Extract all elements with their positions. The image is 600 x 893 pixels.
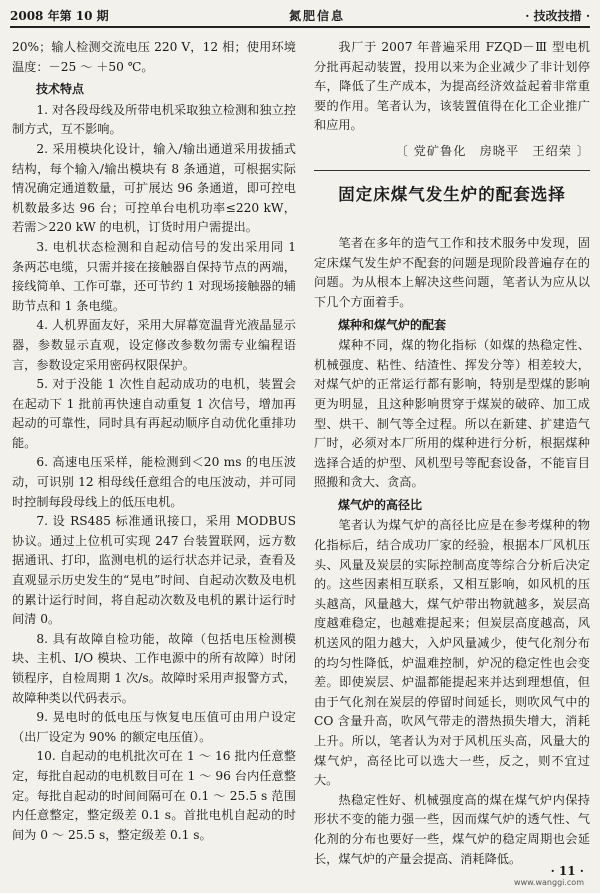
- conclusion-paragraph: 我厂于 2007 年普遍采用 FZQD－Ⅲ 型电机分批再起动装置，投用以来为企业减少了非计划停车，降低了生产成本，为提高经济效益起着非常重要的作用。笔者认为，该装置值得在化工企业推广和应用。: [314, 40, 590, 133]
- section-label: · 技改技措 ·: [525, 8, 590, 23]
- author-line: 〔 党矿鲁化 房晓平 王绍荣 〕: [395, 143, 590, 158]
- feature-point: 1. 对各段母线及所带电机采取独立检测和独立控制方式，互不影响。: [12, 102, 296, 137]
- issue-label: 2008 年第 10 期: [10, 8, 109, 23]
- feature-point: 7. 设 RS485 标准通讯接口，采用 MODBUS 协议。通过上位机可实现 247 台装置联网，远方数据通讯、打印，监测电机的运行状态并记录，查看及直观显示历史发生的“晃电”时间、自起动次数及电机的累计运行时间，将自起动次数及电机的累计运行时间清 0。: [12, 514, 296, 627]
- feature-point: 5. 对于没能 1 次性自起动成功的电机，装置会在起动下 1 批前再快速自动重复 1 次信号，增加再起动的可靠性，同时具有再起动顺序自动优化重排功能。: [12, 377, 296, 450]
- journal-name: 氮肥信息: [288, 8, 345, 23]
- feature-point: 2. 采用模块化设计，输入/输出通道采用拔插式结构，每个输入/输出模块有 8 条通道，可根据实际情况确定通道数量，可扩展达 96 条通道，即可控电机数最多达 96 台；可控单台电机功率≤220 kW，若需＞220 kW 的电机，订货时用户需提出。: [12, 141, 296, 235]
- section-heading-coal: 煤种和煤气炉的配套: [338, 317, 447, 332]
- page-number: · 11 ·: [550, 864, 584, 878]
- article-title: 固定床煤气发生炉的配套选择: [338, 184, 566, 204]
- section-body-ratio: 笔者认为煤气炉的高径比应是在参考煤种的物化指标后，结合成功厂家的经验，根据本厂风机压头、风量及炭层的实际控制高度等综合分析后决定的。这些因素相互联系，又相互影响，如风机的压头越高，风量越大，煤气炉带出物就越多，炭层高度越难稳定，也越难提起来；但炭层高度越高，风机送风的阻力越大，入炉风量减少，使气化剂分布的均匀性降低，炉温难控制，炉况的稳定性也会变差。即使炭层、炉温都能提起来并达到理想值，但由于气化剂在炭层的停留时间延长，则吹风气中的 CO 含量升高，吹风气带走的潜热损失增大，消耗上升。所以，笔者认为对于风机压头高，风量大的煤气炉，高径比可以选大一些，反之，则不宜过大。: [314, 518, 590, 788]
- feature-point: 4. 人机界面友好，采用大屏幕宽温背光液晶显示器，参数显示直观，设定修改参数勿需专业编程语言，参数设定采用密码权限保护。: [12, 318, 296, 372]
- right-column: [314, 38, 590, 869]
- article-intro: 笔者在多年的造气工作和技术服务中发现，固定床煤气发生炉不配套的问题是现阶段普遍存在的问题。为从根本上解决这些问题，笔者认为应从以下几个方面着手。: [314, 236, 590, 309]
- spec-continuation: 20%；输人检测交流电压 220 V，12 相；使用环境温度：－25 ～ ＋50 ℃。: [12, 40, 296, 74]
- feature-point: 6. 高速电压采样，能检测到＜20 ms 的电压波动，可识别 12 相母线任意组合的电压波动，并可同时控制每段母线上的低压电机。: [12, 455, 296, 509]
- feature-point: 9. 晃电时的低电压与恢复电压值可由用户设定（出厂设定为 90% 的额定电压值）。: [12, 710, 296, 744]
- section-body-ratio-2: 热稳定性好、机械强度高的煤在煤气炉内保持形状不变的能力强一些，因而煤气炉的透气性、气化剂的分布也要好一些，煤气炉的稳定周期也会延长，煤气炉的产量会提高、消耗降低。: [314, 792, 590, 866]
- article-divider: [314, 170, 590, 171]
- page-footer: [514, 865, 584, 889]
- watermark: www.wanggi.com: [514, 878, 584, 887]
- feature-point: 10. 自起动的电机批次可在 1 ～ 16 批内任意整定，每批自起动的电机数目可在 1 ～ 96 台内任意整定。每批自起动的时间间隔可在 0.1 ～ 25.5 s 范围内任意整定，整定级差 0.1 s。首批电机自起动的时间为 0 ～ 25.5 s，整定级差 0.1 s。: [12, 749, 296, 842]
- section-body-coal: 煤种不同，煤的物化指标（如煤的热稳定性、机械强度、粘性、结渣性、挥发分等）相差较大，对煤气炉的正常运行都有影响，特别是型煤的影响更为明显，且这种影响贯穿于煤炭的破碎、加工成型、烘干、制气等全过程。所以在新建、扩建造气厂时，必须对本厂所用的煤种进行分析，根据煤种选择合适的炉型、风机型号等配套设备，不能盲目照搬和贪大、贪高。: [314, 338, 590, 490]
- page-header: [10, 4, 590, 28]
- feature-point: 8. 具有故障自检功能，故障（包括电压检测模块、主机、I/O 模块、工作电源中的所有故障）时闭锁程序，自检周期 1 次/s。故障时采用声报警方式，故障种类以代码表示。: [12, 631, 296, 705]
- left-column: [12, 38, 296, 845]
- tech-features-heading: 技术特点: [36, 82, 85, 97]
- feature-point: 3. 电机状态检测和自起动信号的发出采用同 1 条两芯电缆，只需并接在接触器自保持节点的两端，接线简单、工作可靠，还可节约 1 对现场接触器的辅助节点和 1 条电缆。: [12, 239, 296, 313]
- section-heading-ratio: 煤气炉的高径比: [338, 497, 423, 512]
